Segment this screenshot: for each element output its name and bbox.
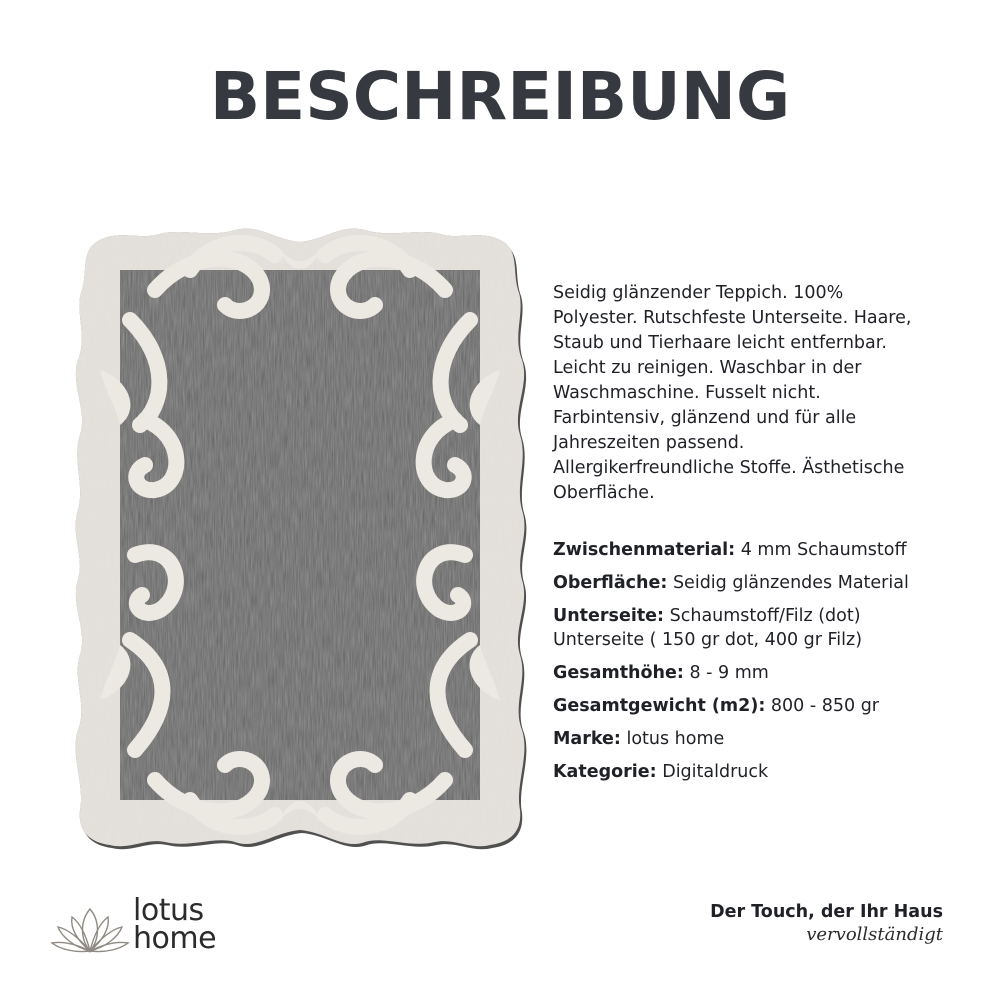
spec-key: Gesamthöhe: xyxy=(553,663,684,683)
spec-key: Oberfläche: xyxy=(553,573,668,593)
description-line: Staub und Tierhaare leicht entfernbar. xyxy=(553,333,887,353)
spec-intermediate-material xyxy=(553,538,993,562)
spec-value: Digitaldruck xyxy=(656,762,769,782)
spec-key: Marke: xyxy=(553,729,621,749)
description-line: Waschmaschine. Fusselt nicht. xyxy=(553,383,821,403)
description-line: Allergikerfreundliche Stoffe. Ästhetische xyxy=(553,458,905,478)
spec-value: 8 - 9 mm xyxy=(683,663,769,683)
spec-key: Kategorie: xyxy=(553,762,657,782)
product-description xyxy=(553,281,973,506)
description-line: Jahreszeiten passend. xyxy=(553,433,745,453)
logo-text xyxy=(133,893,217,956)
spec-key: Zwischenmaterial: xyxy=(553,540,736,560)
description-line: Leicht zu reinigen. Waschbar in der xyxy=(553,358,862,378)
spec-total-weight xyxy=(553,694,993,718)
tagline-main: Der Touch, der Ihr Haus xyxy=(710,902,943,922)
spec-underside xyxy=(553,604,993,652)
spec-surface xyxy=(553,571,993,595)
spec-category xyxy=(553,760,993,784)
spec-value: 800 - 850 gr xyxy=(765,696,880,716)
spec-brand xyxy=(553,727,993,751)
logo-line-1: lotus xyxy=(133,893,204,928)
description-line: Farbintensiv, glänzend und für alle xyxy=(553,408,857,428)
tagline-sub: vervollständigt xyxy=(806,924,943,945)
spec-list xyxy=(553,538,993,793)
description-line: Seidig glänzender Teppich. 100% xyxy=(553,283,844,303)
description-line: Polyester. Rutschfeste Unterseite. Haare, xyxy=(553,308,912,328)
spec-total-height xyxy=(553,661,993,685)
rug-image xyxy=(60,210,540,860)
spec-value: Seidig glänzendes Material xyxy=(667,573,909,593)
tagline xyxy=(710,902,943,945)
spec-key: Gesamtgewicht (m2): xyxy=(553,696,766,716)
lotus-flower-icon xyxy=(50,901,130,961)
brand-logo xyxy=(50,895,250,965)
spec-key: Unterseite: xyxy=(553,606,665,626)
logo-line-2: home xyxy=(133,921,217,956)
spec-value: lotus home xyxy=(620,729,725,749)
spec-value: 4 mm Schaumstoff xyxy=(735,540,907,560)
description-line: Oberfläche. xyxy=(553,483,655,503)
spec-value: Schaumstoff/Filz (dot) xyxy=(664,606,861,626)
spec-value-detail: Unterseite ( 150 gr dot, 400 gr Filz) xyxy=(553,630,863,650)
page-title: BESCHREIBUNG xyxy=(209,58,791,135)
